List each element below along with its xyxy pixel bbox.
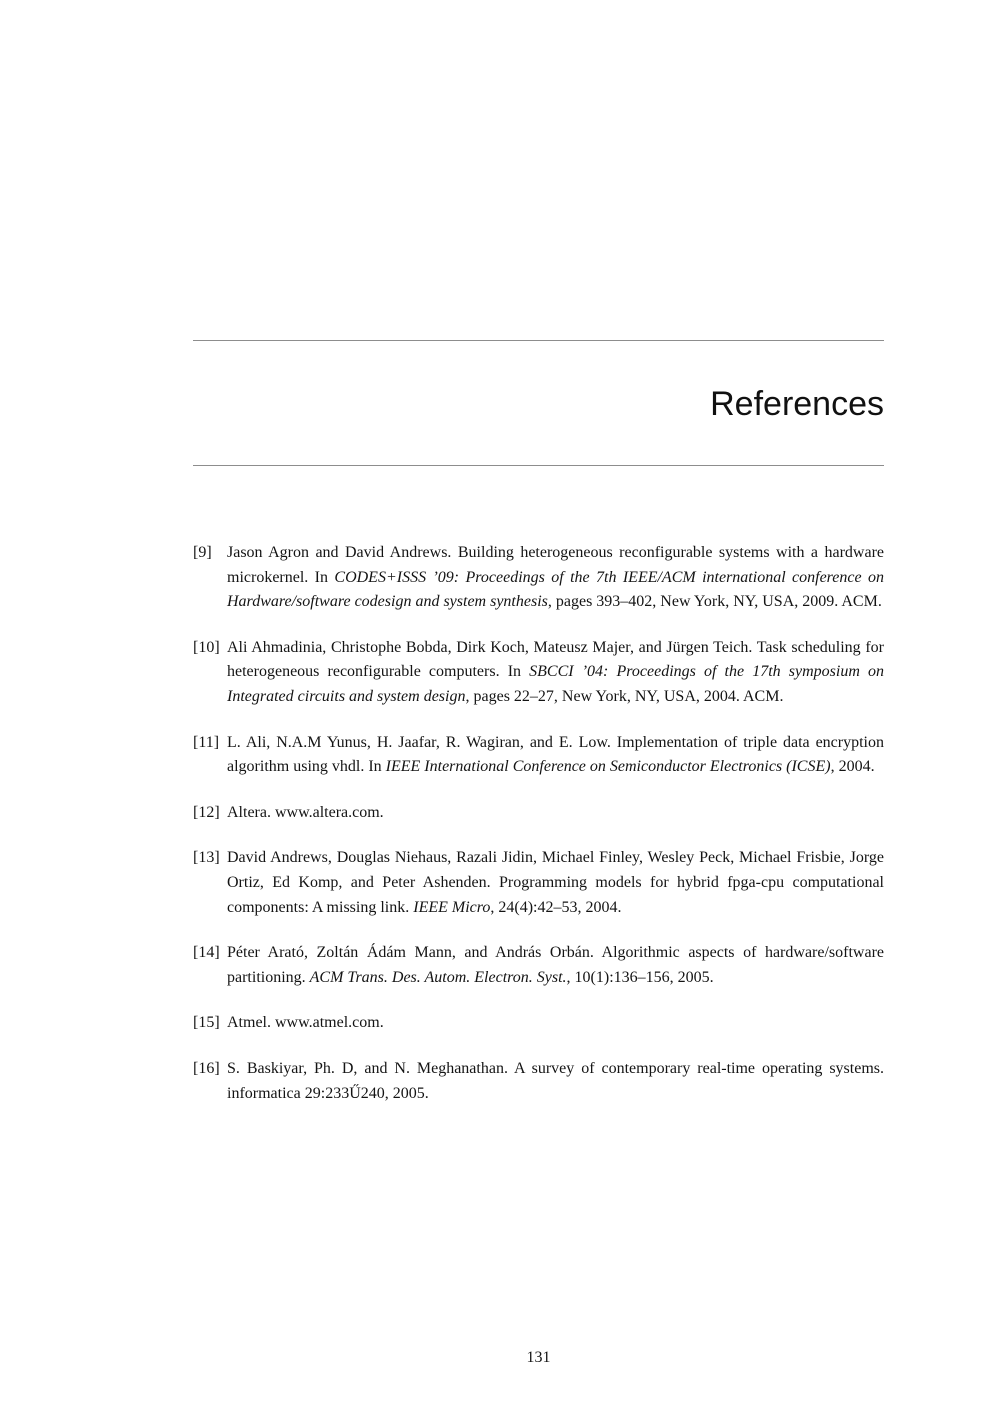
reference-text: S. Baskiyar, Ph. D, and N. Meghanathan. A survey of contemporary real-time operating systems. informatica 29:233Ű240, 2005.	[227, 1059, 884, 1102]
reference-label: [12]	[193, 803, 220, 821]
reference-text: David Andrews, Douglas Niehaus, Razali Jidin, Michael Finley, Wesley Peck, Michael Frisbie, Jorge Ortiz, Ed Komp, and Peter Ashenden. Programming models for hybrid fpga-cpu computational components: A missing link. IEEE Micro, 24(4):42–53, 2004.	[227, 849, 884, 916]
reference-label: [13]	[193, 849, 220, 867]
page-number: 131	[526, 1349, 551, 1366]
reference-item	[193, 541, 884, 615]
reference-text: Ali Ahmadinia, Christophe Bobda, Dirk Koch, Mateusz Majer, and Jürgen Teich. Task scheduling for heterogeneous reconfigurable computers. In SBCCI ’04: Proceedings of the 17th symposium on Integrated circuits and system design, pages 22–27, New York, NY, USA, 2004. ACM.	[227, 638, 884, 705]
reference-label: [14]	[193, 944, 220, 962]
reference-item	[193, 1011, 884, 1036]
reference-text: L. Ali, N.A.M Yunus, H. Jaafar, R. Wagiran, and E. Low. Implementation of triple data encryption algorithm using vhdl. In IEEE International Conference on Semiconductor Electronics (ICSE), 2004.	[227, 733, 884, 776]
reference-text: Atmel. www.atmel.com.	[227, 1014, 384, 1032]
reference-text: Altera. www.altera.com.	[227, 803, 384, 821]
reference-label: [15]	[193, 1014, 220, 1032]
reference-list	[193, 541, 884, 1127]
heading-bottom-rule	[193, 465, 884, 466]
reference-item	[193, 636, 884, 710]
reference-item	[193, 801, 884, 826]
chapter-heading: References	[710, 385, 884, 423]
heading-top-rule	[193, 340, 884, 341]
reference-text: Jason Agron and David Andrews. Building heterogeneous reconfigurable systems with a hardware microkernel. In CODES+ISSS ’09: Proceedings of the 7th IEEE/ACM international conference on Hardware/software codesign and system synthesis, pages 393–402, New York, NY, USA, 2009. ACM.	[227, 544, 884, 611]
reference-item	[193, 941, 884, 990]
reference-item	[193, 731, 884, 780]
reference-item	[193, 1057, 884, 1106]
reference-label: [11]	[193, 733, 220, 751]
reference-label: [9]	[193, 544, 212, 561]
reference-text: Péter Arató, Zoltán Ádám Mann, and András Orbán. Algorithmic aspects of hardware/software partitioning. ACM Trans. Des. Autom. Electron. Syst., 10(1):136–156, 2005.	[227, 944, 884, 986]
reference-label: [16]	[193, 1059, 220, 1077]
reference-label: [10]	[193, 638, 220, 656]
reference-item	[193, 846, 884, 920]
